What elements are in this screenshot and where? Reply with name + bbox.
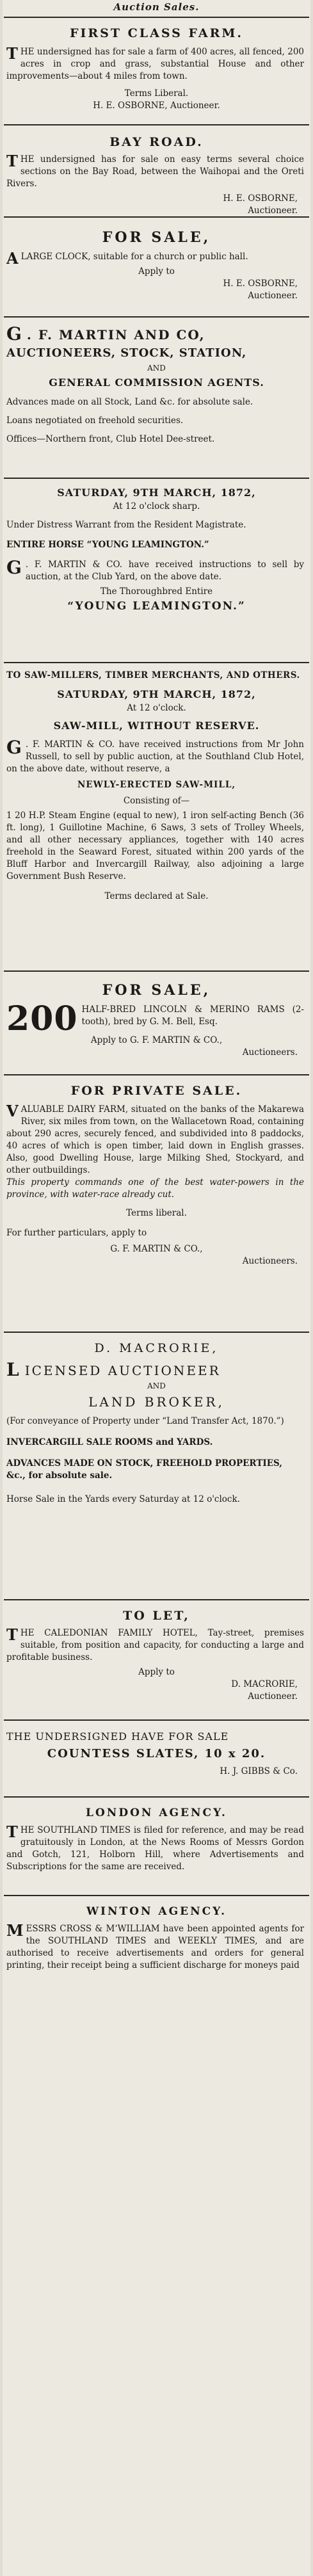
- drop-cap: A: [6, 249, 19, 268]
- ad-body: [6, 46, 304, 83]
- ad-body-text: ESSRS CROSS & M‘WILLIAM have been appointed agents for the SOUTHLAND TIMES and WEEKLY TIMES, and are authorised to receive advertisements and orders for general printing, their receipt being a sufficient discharge for moneys paid: [6, 1924, 304, 1970]
- ad-dairy-farm: [4, 1075, 309, 1332]
- ad-body-text: HALF-BRED LINCOLN & MERINO RAMS (2-tooth), bred by G. M. Bell, Esq.: [81, 1004, 304, 1027]
- ad-name-heading: D. MACRORIE,: [94, 1341, 219, 1355]
- ad-terms: Terms declared at Sale.: [104, 891, 209, 901]
- ad-sub-heading: SAW-MILL, WITHOUT RESERVE.: [53, 720, 260, 732]
- drop-cap: G: [6, 737, 22, 758]
- ad-london-agency: [4, 1798, 309, 1895]
- ad-body: [6, 1824, 304, 1873]
- ad-time: At 12 o'clock sharp.: [113, 501, 200, 511]
- ad-signature-role: Auctioneer.: [248, 291, 298, 301]
- ad-first-class-farm: [4, 18, 309, 124]
- right-margin-strip: [310, 0, 313, 2576]
- title-text: ICENSED AUCTIONEER: [24, 1363, 221, 1378]
- drop-cap: M: [6, 1921, 24, 1940]
- ad-winton-agency: [4, 1896, 309, 1988]
- firm-and: AND: [147, 364, 166, 373]
- ad-heading: LONDON AGENCY.: [86, 1807, 227, 1819]
- macrorie-title-line1: [6, 1361, 309, 1380]
- ad-clock: [4, 218, 309, 316]
- ad-heading: FIRST CLASS FARM.: [69, 26, 244, 40]
- drop-cap: L: [6, 1359, 21, 1380]
- drop-cap: T: [6, 1625, 18, 1644]
- ad-signature: H. E. OSBORNE, Auctioneer.: [93, 101, 220, 111]
- ad-rooms: INVERCARGILL SALE ROOMS and YARDS.: [6, 1437, 213, 1447]
- ad-signature-role: Auctioneer.: [248, 1691, 298, 1702]
- ad-body-text: HE SOUTHLAND TIMES is filed for reference, and may be read gratuitously in London, at the News Rooms of Messrs Gordon and Gotch, 121, Holborn Hill, where Advertisements and Subscriptions for the same are received.: [6, 1825, 304, 1872]
- ad-body-text: . F. MARTIN & CO. have received instructions from Mr John Russell, to sell by public auction, at the Southland Club Hotel, on the above date, without reserve, a: [6, 739, 304, 774]
- ad-body: [6, 1104, 304, 1177]
- ad-body-text: HE undersigned has for sale a farm of 400 acres, all fenced, 200 acres in crop and grass, substantial House and other improvements—about 4 miles from town.: [6, 47, 304, 81]
- drop-cap: G: [6, 557, 22, 578]
- ad-signature-name: G. F. MARTIN & CO.,: [110, 1244, 203, 1254]
- ad-signature-role: Auctioneers.: [242, 1256, 298, 1266]
- drop-cap: T: [6, 1823, 18, 1841]
- ad-body-text: LARGE CLOCK, suitable for a church or public hall.: [20, 252, 248, 262]
- ad-slates: [4, 1721, 309, 1796]
- macrorie-title-line2: LAND BROKER,: [88, 1394, 225, 1410]
- number-cap: 200: [6, 999, 78, 1038]
- firm-advances: Advances made on all Stock, Land &c. for absolute sale.: [6, 397, 253, 407]
- firm-offices: Offices—Northern front, Club Hotel Dee-street.: [6, 434, 215, 444]
- ad-horse-sale: Horse Sale in the Yards every Saturday at 12 o'clock.: [6, 1494, 240, 1504]
- ad-bay-road: [4, 125, 309, 216]
- drop-cap: T: [6, 152, 18, 170]
- slates-line2: COUNTESS SLATES, 10 x 20.: [47, 1747, 266, 1760]
- text-column: [4, 0, 309, 2576]
- ad-heading: FOR SALE,: [102, 982, 211, 999]
- ad-mill: NEWLY-ERECTED SAW-MILL,: [77, 780, 236, 790]
- firm-title-line1: [6, 325, 309, 344]
- ad-date-heading: SATURDAY, 9TH MARCH, 1872,: [57, 688, 256, 700]
- drop-cap: V: [6, 1102, 19, 1120]
- ad-entire-horse: ENTIRE HORSE “YOUNG LEAMINGTON.”: [6, 540, 209, 550]
- ad-body-text: HE undersigned has for sale on easy terms several choice sections on the Bay Road, between the Waihopai and the Oreti Rivers.: [6, 154, 304, 189]
- ad-body: [6, 154, 304, 190]
- ad-signature-name: H. E. OSBORNE,: [223, 193, 298, 204]
- ad-body: [6, 1923, 304, 1972]
- firm-title-line2: AUCTIONEERS, STOCK, STATION,: [6, 346, 247, 360]
- ad-terms: Terms Liberal.: [124, 88, 189, 99]
- ad-body-text: . F. MARTIN & CO. have received instructions to sell by auction, at the Club Yard, on the above date.: [25, 559, 304, 582]
- ad-apply: Apply to G. F. MARTIN & CO.,: [90, 1035, 223, 1045]
- macrorie-and: AND: [147, 1381, 166, 1390]
- ad-heading: FOR SALE,: [102, 229, 211, 246]
- ad-body: [6, 999, 304, 1038]
- drop-cap: T: [6, 1730, 14, 1743]
- ad-heading: TO LET,: [123, 1609, 190, 1623]
- ad-further: For further particulars, apply to: [6, 1228, 147, 1238]
- ad-signature-role: Auctioneer.: [248, 205, 298, 216]
- ad-body: [6, 739, 304, 775]
- ad-macrorie: [4, 1333, 309, 1599]
- firm-loans: Loans negotiated on freehold securities.: [6, 415, 184, 426]
- ad-advances: ADVANCES MADE ON STOCK, FREEHOLD PROPERTIES, &c., for absolute sale.: [6, 1458, 282, 1481]
- ad-terms: Terms liberal.: [126, 1208, 187, 1218]
- slates-line1: [6, 1728, 309, 1745]
- ad-time: At 12 o'clock.: [127, 703, 186, 713]
- ad-italic-note: This property commands one of the best water-powers in the province, with water-race already cut.: [6, 1177, 304, 1200]
- ad-body: [6, 559, 304, 583]
- ad-hotel-to-let: [4, 1600, 309, 1719]
- ad-apply: Apply to: [138, 1667, 175, 1677]
- ad-heading: WINTON AGENCY.: [86, 1905, 227, 1918]
- ad-body: [6, 1627, 304, 1664]
- drop-cap: T: [6, 44, 18, 63]
- section-masthead: Auction Sales.: [113, 1, 200, 13]
- drop-cap: G: [6, 323, 23, 344]
- ad-signature-name: D. MACRORIE,: [231, 1679, 298, 1689]
- ad-martin-firm: [4, 318, 309, 478]
- ad-body-text: ALUABLE DAIRY FARM, situated on the banks of the Makarewa River, six miles from town, on the Wallacetown Road, containing about 290 acres, securely fenced, and subdivided into 8 paddocks, 40 acres of which is open timber, laid down in English grasses. Also, good Dwelling House, large Milking Shed, Stockyard, and other outbuildings.: [6, 1104, 304, 1175]
- ad-heading: BAY ROAD.: [109, 135, 204, 149]
- firm-title-line3: GENERAL COMMISSION AGENTS.: [49, 376, 264, 389]
- ad-body-text: HE CALEDONIAN FAMILY HOTEL, Tay-street, premises suitable, from position and capacity, for conducting a large and profitable business.: [6, 1628, 304, 1662]
- ad-horse-name: “YOUNG LEAMINGTON.”: [67, 600, 246, 613]
- slates-line1-text: HE UNDERSIGNED HAVE FOR SALE: [13, 1730, 229, 1743]
- ad-heading: FOR PRIVATE SALE.: [70, 1084, 243, 1098]
- ad-thoroughbred: The Thoroughbred Entire: [100, 586, 213, 597]
- firm-title-text: . F. MARTIN AND CO,: [26, 327, 205, 342]
- ad-body: [6, 249, 304, 268]
- ad-rams: [4, 972, 309, 1074]
- ad-consisting: Consisting of—: [123, 796, 190, 806]
- ad-signature: H. J. GIBBS & Co.: [220, 1766, 298, 1776]
- ad-saw-mill: [4, 663, 309, 970]
- left-margin-strip: [0, 0, 3, 2576]
- ad-signature-role: Auctioneers.: [242, 1047, 298, 1058]
- ad-date-heading: SATURDAY, 9TH MARCH, 1872,: [57, 487, 256, 499]
- ad-conveyance: (For conveyance of Property under “Land Transfer Act, 1870.”): [6, 1416, 284, 1426]
- ad-young-leamington: [4, 479, 309, 662]
- ad-apply: Apply to: [138, 266, 175, 277]
- ad-to-line: TO SAW-MILLERS, TIMBER MERCHANTS, AND OTHERS.: [6, 670, 300, 680]
- ad-details: 1 20 H.P. Steam Engine (equal to new), 1 iron self-acting Bench (36 ft. long), 1 Guillotine Machine, 6 Saws, 3 sets of Trolley Wheels, and all other necessary appliances, together with 140 acres freehold in the Seaward Forest, situated within 200 yards of the Bluff Harbor and Invercargill Railway, also adjoining a large Government Bush Reserve.: [6, 810, 304, 881]
- ad-signature-name: H. E. OSBORNE,: [223, 278, 298, 289]
- ad-warrant: Under Distress Warrant from the Resident Magistrate.: [6, 520, 246, 530]
